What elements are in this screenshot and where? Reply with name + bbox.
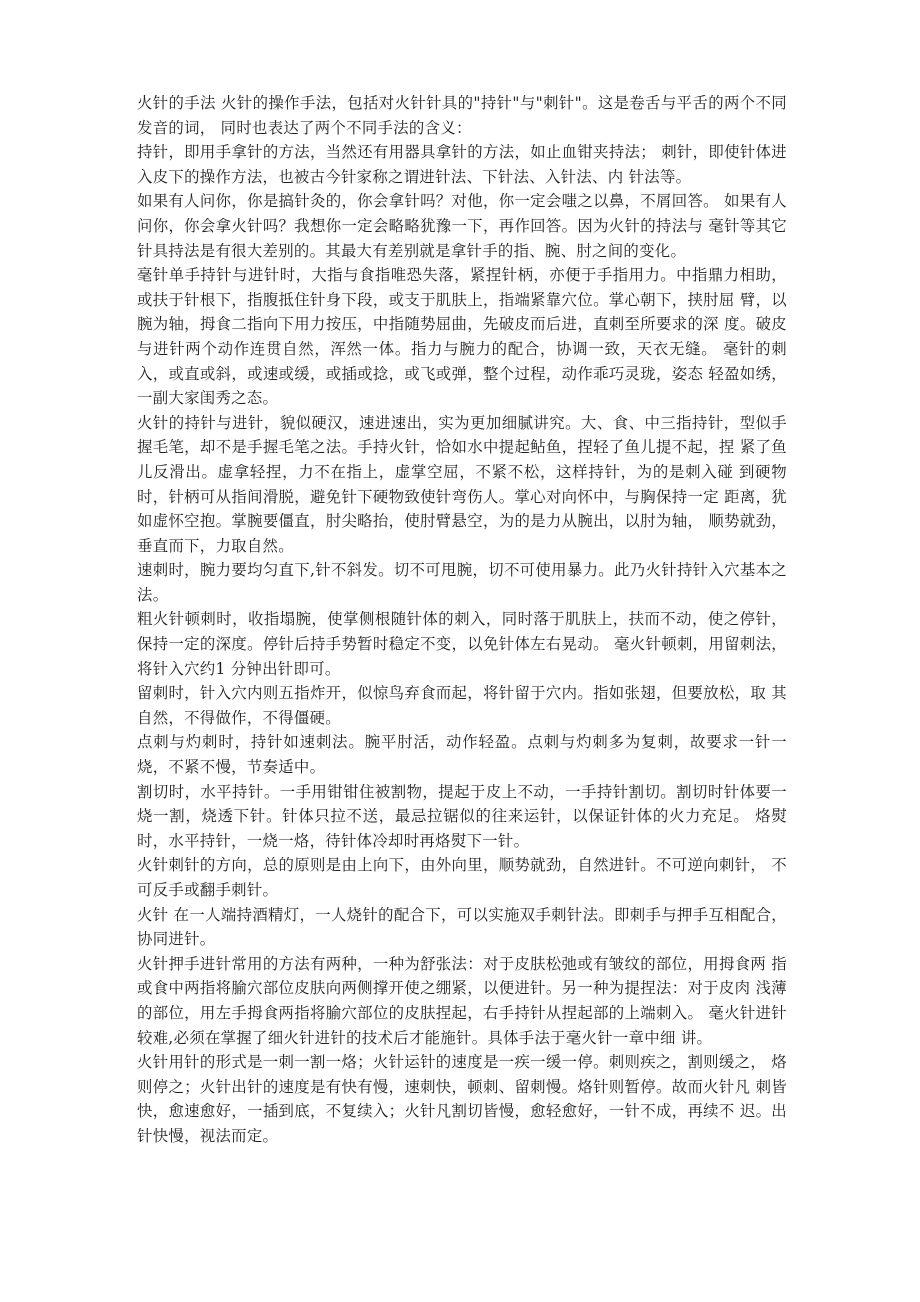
- paragraph-two-hand-needling: 火针 在一人端持酒精灯，一人烧针的配合下，可以实施双手刺针法。即刺手与押手互相配合， 协同进针。: [137, 905, 787, 949]
- paragraph-needle-speed: 火针用针的形式是一刺一割一烙；火针运针的速度是一疾一缓一停。刺则疾之，割则缓之， 烙则停之；火针出针的速度是有快有慢，速刺快，顿刺、留刺慢。烙针则暂停。故而火针凡 刺皆快，愈速愈好，一插到底，不复续入；火针凡割切皆慢，愈轻愈好，一针不成，再续不 迟。出针快慢，视法而定。: [137, 1053, 787, 1145]
- paragraph-grip-intro: 火针的手法 火针的操作手法，包括对火针针具的"持针"与"刺针"。这是卷舌与平舌的两个不同发音的词， 同时也表达了两个不同手法的含义：: [137, 94, 787, 137]
- paragraph-retained-needling: 留刺时，针入穴内则五指炸开，似惊鸟弃食而起，将针留于穴内。指如张翅，但要放松，取 其自然，不得做作，不得僵硬。: [137, 684, 787, 727]
- paragraph-filiform-needle-technique: 毫针单手持针与进针时，大指与食指唯恐失落，紧捏针柄，亦便于手指用力。中指鼎力相助，或扶于针根下，指腹抵住针身下段，或支于肌肤上，指端紧靠穴位。掌心朝下，挟肘屈 臂，以腕为轴，拇食二指向下用力按压，中指随势屈曲，先破皮而后进，直刺至所要求的深 度。破皮与进针两个动作连贯自然，浑然一体。指力与腕力的配合，协调一致，天衣无缝。 毫针的刺入，或直或斜，或速或缓，或插或捻，或飞或弹，整个过程，动作乖巧灵珑，姿态 轻盈如绣，一副大家闺秀之态。: [137, 266, 787, 408]
- paragraph-pressing-hand-methods: 火针押手进针常用的方法有两种，一种为舒张法：对于皮肤松弛或有皱纹的部位，用拇食两 指或食中两指将腧穴部位皮肤向两侧撑开使之绷紧，以便进针。另一种为提捏法：对于皮肉 浅薄的部位，用左手拇食两指将腧穴部位的皮肤捏起，右手持针从捏起部的上端刺入。 毫火针进针较难,必须在掌握了细火针进针的技术后才能施针。具体手法于毫火针一章中细 讲。: [137, 954, 787, 1047]
- paragraph-fire-needle-question: 如果有人问你，你是搞针灸的，你会拿针吗？对他，你一定会嗤之以鼻，不屑回答。 如果有人问你，你会拿火针吗？我想你一定会略略犹豫一下，再作回答。因为火针的持法与 毫针等其它针具持法是有很大差别的。其最大有差别就是拿针手的指、腕、肘之间的变化。: [137, 192, 787, 260]
- paragraph-point-burn-needling: 点刺与灼刺时，持针如速刺法。腕平肘活，动作轻盈。点刺与灼刺多为复刺，故要求一针一 烧，不紧不慢，节奏适中。: [137, 733, 787, 777]
- paragraph-quick-insertion: 速刺时，腕力要均匀直下,针不斜发。切不可甩腕，切不可使用暴力。此乃火针持针入穴基本之法。: [137, 561, 787, 604]
- document-body: [137, 91, 787, 1149]
- paragraph-thick-needle-stab: 粗火针顿刺时，收指塌腕，使掌侧根随针体的刺入，同时落于肌肤上，扶而不动，使之停针，保持一定的深度。停针后持手势暂时稳定不变，以免针体左右晃动。 毫火针顿刺，用留刺法，将针入穴约1 分钟出针即可。: [137, 610, 787, 678]
- paragraph-needling-direction: 火针刺针的方向，总的原则是由上向下，由外向里，顺势就劲，自然进针。不可逆向刺针， 不可反手或翻手刺针。: [137, 856, 787, 899]
- paragraph-cutting-ironing: 割切时，水平持针。一手用钳钳住被割物，提起于皮上不动，一手持针割切。割切时针体要一烧一割，烧透下针。针体只拉不送，最忌拉锯似的往来运针，以保证针体的火力充足。 烙熨时，水平持针，一烧一烙，待针体冷却时再烙熨下一针。: [137, 782, 787, 850]
- paragraph-fire-needle-holding: 火针的持针与进针，貌似硬汉，速进速出，实为更加细腻讲究。大、食、中三指持针，型似手握毛笔，却不是手握毛笔之法。手持火针，恰如水中提起鲇鱼，捏轻了鱼儿提不起，捏 紧了鱼儿反滑出。虚拿轻捏，力不在指上，虚掌空屈，不紧不松，这样持针，为的是刺入碰 到硬物时，针柄可从指间滑脱，避免针下硬物致使针弯伤人。掌心对向怀中，与胸保持一定 距离，犹如虚怀空抱。掌腕要僵直，肘尖略抬，使肘臂悬空，为的是力从腕出，以肘为轴， 顺势就劲，垂直而下，力取自然。: [137, 413, 787, 555]
- paragraph-holding-definition: 持针，即用手拿针的方法，当然还有用器具拿针的方法，如止血钳夹持法； 刺针，即使针体进入皮下的操作方法，也被古今针家称之谓进针法、下针法、入针法、内 针法等。: [137, 143, 787, 186]
